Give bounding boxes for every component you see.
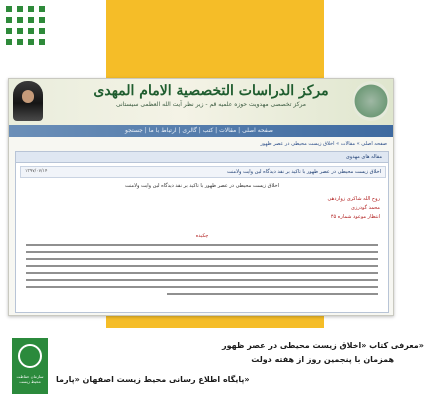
logo-text: سازمان حفاظت محیط زیست: [16, 374, 44, 384]
dot: [28, 6, 34, 12]
text-line: [26, 258, 378, 260]
dot: [39, 6, 45, 12]
dot: [39, 28, 45, 34]
text-line: [26, 272, 378, 274]
dot: [17, 6, 23, 12]
dot: [39, 17, 45, 23]
nav-links[interactable]: صفحه اصلی | مقالات | کتب | گالری | ارتباط با ما | جستجو: [125, 127, 273, 134]
dot: [6, 28, 12, 34]
author-line-1: روح الله شاکری زواردهی: [327, 196, 380, 202]
decorative-dot-grid: [6, 6, 45, 45]
dot: [17, 17, 23, 23]
dot: [17, 39, 23, 45]
dot: [6, 39, 12, 45]
article-body-text: [26, 244, 378, 300]
box-header-label: مقاله های مهدوی: [345, 154, 382, 160]
portrait-face: [22, 90, 34, 103]
text-line: [26, 279, 378, 281]
post-title-link[interactable]: اخلاق زیست محیطی در عصر ظهور با تاکید بر نقد دیدگاه لین وایت ولامنت: [227, 169, 381, 175]
author-line-2: محمد گودرزی: [351, 205, 380, 211]
caption-area: [0, 334, 424, 400]
box-header: [16, 152, 388, 163]
text-line: [26, 286, 378, 288]
environment-organization-logo: [12, 338, 48, 394]
site-title: مرکز الدراسات التخصصیة الامام المهدی: [93, 83, 329, 99]
dot: [6, 6, 12, 12]
site-logo-seal: [353, 81, 389, 121]
caption-subtitle: همزمان با پنجمین روز از هفته دولت: [251, 355, 394, 364]
site-subtitle: مرکز تخصصی مهدویت حوزه علمیه قم - زیر نظر آیت الله العظمی سیستانی: [115, 101, 307, 108]
dot: [28, 28, 34, 34]
article-headline: اخلاق زیست محیطی در عصر ظهور با تاکید بر نقد دیدگاه لین وایت ولامنت: [125, 183, 279, 189]
emblem-icon: [18, 344, 42, 368]
text-line: [167, 293, 378, 295]
dot: [17, 28, 23, 34]
site-navbar: [9, 125, 393, 137]
breadcrumb[interactable]: صفحه اصلی » مقالات » اخلاق زیست محیطی در عصر ظهور: [260, 141, 387, 147]
post-title-bar: [20, 166, 386, 178]
post-date: ۱۳۹۷/۰۷/۱۴: [25, 169, 48, 174]
journal-line: انتظار موعود شماره ۴۵: [330, 214, 380, 220]
site-banner: [9, 79, 393, 125]
text-line: [26, 244, 378, 246]
caption-title: معرفی کتاب «اخلاق زیست محیطی در عصر ظهور»: [222, 341, 424, 350]
portrait-image: [13, 81, 43, 121]
article-content-box: [15, 151, 389, 313]
text-line: [26, 251, 378, 253]
dot: [28, 39, 34, 45]
website-screenshot: [8, 78, 394, 316]
dot: [28, 17, 34, 23]
agency-name: پایگاه اطلاع رسانی محیط زیست اصفهان «پارما»: [56, 375, 250, 384]
dot: [6, 17, 12, 23]
dot: [39, 39, 45, 45]
abstract-label: چکیده: [195, 233, 209, 239]
text-line: [26, 265, 378, 267]
